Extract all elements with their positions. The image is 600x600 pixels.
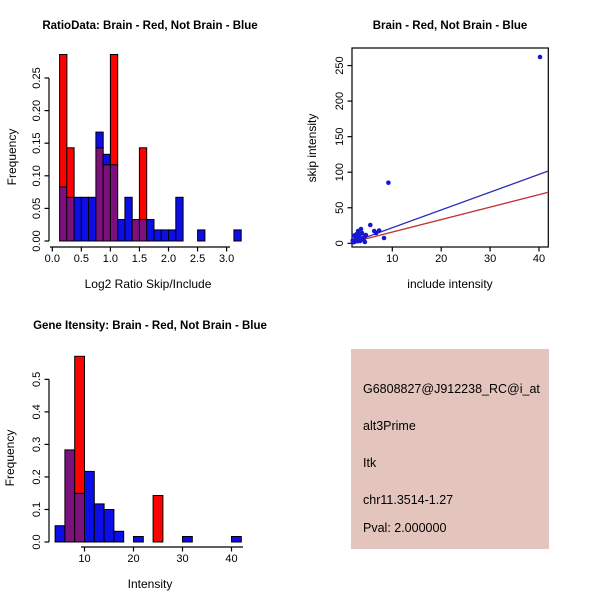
hist-bar-segment xyxy=(89,197,96,241)
hist-bar-segment xyxy=(114,531,124,542)
hist-bar-segment xyxy=(134,537,144,543)
hist-bar-segment xyxy=(147,220,154,242)
hist-bar-segment xyxy=(118,220,125,242)
y-tick-label: 200 xyxy=(334,91,346,111)
hist-bar-segment xyxy=(67,148,74,198)
y-tick-label: 0.25 xyxy=(31,67,43,89)
hist-bar-segment xyxy=(154,230,161,241)
hist-bar-segment xyxy=(60,55,67,187)
gene-hist-title: Gene Itensity: Brain - Red, Not Brain - Blue xyxy=(33,320,267,332)
hist-bar-segment xyxy=(103,154,110,164)
hist-bar-segment xyxy=(81,197,88,241)
x-tick-label: 0.5 xyxy=(73,253,89,265)
hist-bar-segment xyxy=(75,493,85,542)
ratio-hist-plot-area xyxy=(31,55,241,266)
info-splice-type: alt3Prime xyxy=(363,419,416,433)
x-tick-label: 2.5 xyxy=(189,253,206,265)
hist-bar-segment xyxy=(153,496,163,543)
panel-ratio-histogram xyxy=(0,0,300,300)
hist-bar-segment xyxy=(104,510,114,543)
scatter-point xyxy=(364,233,369,238)
x-tick-label: 2.0 xyxy=(160,253,177,265)
hist-bar-segment xyxy=(139,148,146,220)
y-tick-label: 50 xyxy=(334,201,346,214)
hist-bar-segment xyxy=(198,230,205,241)
hist-bar-segment xyxy=(96,132,103,148)
x-tick-label: 1.5 xyxy=(131,253,148,265)
y-tick-label: 100 xyxy=(334,163,346,182)
hist-bar-segment xyxy=(110,165,117,241)
hist-bar-segment xyxy=(60,187,67,241)
regression-lines xyxy=(352,171,548,242)
panel-gene-histogram xyxy=(0,300,300,600)
hist-bar-segment xyxy=(96,148,103,241)
info-chromosome-location: chr11.3514-1.27 xyxy=(363,493,454,507)
panel-intensity-scatter xyxy=(300,0,600,300)
hist-bar-segment xyxy=(234,230,241,241)
scatter-point xyxy=(538,55,543,60)
hist-bar-segment xyxy=(55,526,65,542)
scatter-title: Brain - Red, Not Brain - Blue xyxy=(372,20,528,32)
brain-fit-line xyxy=(352,192,548,242)
ratio-hist-bars xyxy=(60,55,242,242)
gene-hist-ylabel: Frequency xyxy=(3,429,17,487)
not-brain-fit-line xyxy=(352,171,548,242)
x-tick-label: 40 xyxy=(532,253,546,265)
y-tick-label: 0.0 xyxy=(31,534,43,550)
x-tick-label: 30 xyxy=(176,553,189,565)
gene-hist-plot-area xyxy=(31,356,243,565)
hist-bar-segment xyxy=(139,220,146,242)
x-tick-label: 20 xyxy=(435,253,448,265)
panel-gene-info xyxy=(300,300,600,600)
y-tick-label: 0.1 xyxy=(31,501,43,518)
scatter-point xyxy=(382,236,387,241)
hist-bar-segment xyxy=(85,471,95,542)
ratio-hist-title: RatioData: Brain - Red, Not Brain - Blue xyxy=(42,20,258,32)
y-tick-label: 0.10 xyxy=(31,165,43,187)
info-pval: Pval: 2.000000 xyxy=(363,521,447,535)
hist-bar-segment xyxy=(75,356,85,493)
scatter-plot-area xyxy=(334,48,548,265)
x-tick-label: 0.0 xyxy=(44,253,60,265)
hist-bar-segment xyxy=(176,197,183,241)
scatter-ylabel: skip intensity xyxy=(305,113,319,183)
hist-bar-segment xyxy=(67,197,74,241)
x-tick-label: 1.0 xyxy=(102,253,119,265)
y-tick-label: 0.15 xyxy=(31,132,43,154)
gene-hist-bars xyxy=(55,356,241,542)
ratio-hist-ylabel: Frequency xyxy=(5,128,19,186)
x-tick-label: 30 xyxy=(483,253,497,265)
hist-bar-segment xyxy=(183,537,193,543)
scatter-xlabel: include intensity xyxy=(407,277,493,291)
hist-bar-segment xyxy=(232,537,242,543)
x-tick-label: 40 xyxy=(225,553,238,565)
hist-bar-segment xyxy=(65,450,75,542)
y-tick-label: 0.2 xyxy=(31,469,43,485)
hist-bar-segment xyxy=(103,165,110,241)
scatter-point xyxy=(368,223,373,228)
y-tick-label: 0.00 xyxy=(31,230,43,252)
x-tick-label: 3.0 xyxy=(218,253,235,265)
hist-bar-segment xyxy=(110,55,117,165)
info-box xyxy=(351,349,549,549)
hist-bar-segment xyxy=(94,504,104,542)
y-tick-label: 0.4 xyxy=(31,404,43,420)
hist-bar-segment xyxy=(169,230,176,241)
scatter-point xyxy=(360,231,365,236)
scatter-point xyxy=(377,228,382,233)
scatter-point xyxy=(359,227,364,232)
ratio-hist-xlabel: Log2 Ratio Skip/Include xyxy=(84,277,212,291)
hist-bar-segment xyxy=(132,220,139,242)
scatter-points xyxy=(350,55,542,245)
scatter-point xyxy=(386,180,391,185)
hist-bar-segment xyxy=(161,230,168,241)
y-tick-label: 250 xyxy=(334,56,346,75)
info-probe-id: G6808827@J912238_RC@i_at xyxy=(363,382,540,396)
hist-bar-segment xyxy=(125,197,132,241)
x-tick-label: 10 xyxy=(386,253,399,265)
x-tick-label: 20 xyxy=(127,553,140,565)
x-tick-label: 10 xyxy=(78,553,91,565)
y-tick-label: 0.05 xyxy=(31,197,43,220)
info-gene-symbol: Itk xyxy=(363,456,377,470)
y-tick-label: 0.5 xyxy=(31,371,43,387)
y-tick-label: 0 xyxy=(334,240,346,247)
gene-hist-xlabel: Intensity xyxy=(127,577,173,591)
hist-bar-segment xyxy=(74,197,81,241)
y-tick-label: 0.20 xyxy=(31,99,43,122)
scatter-point xyxy=(363,240,368,245)
y-tick-label: 0.3 xyxy=(31,436,43,453)
y-tick-label: 150 xyxy=(334,127,346,146)
